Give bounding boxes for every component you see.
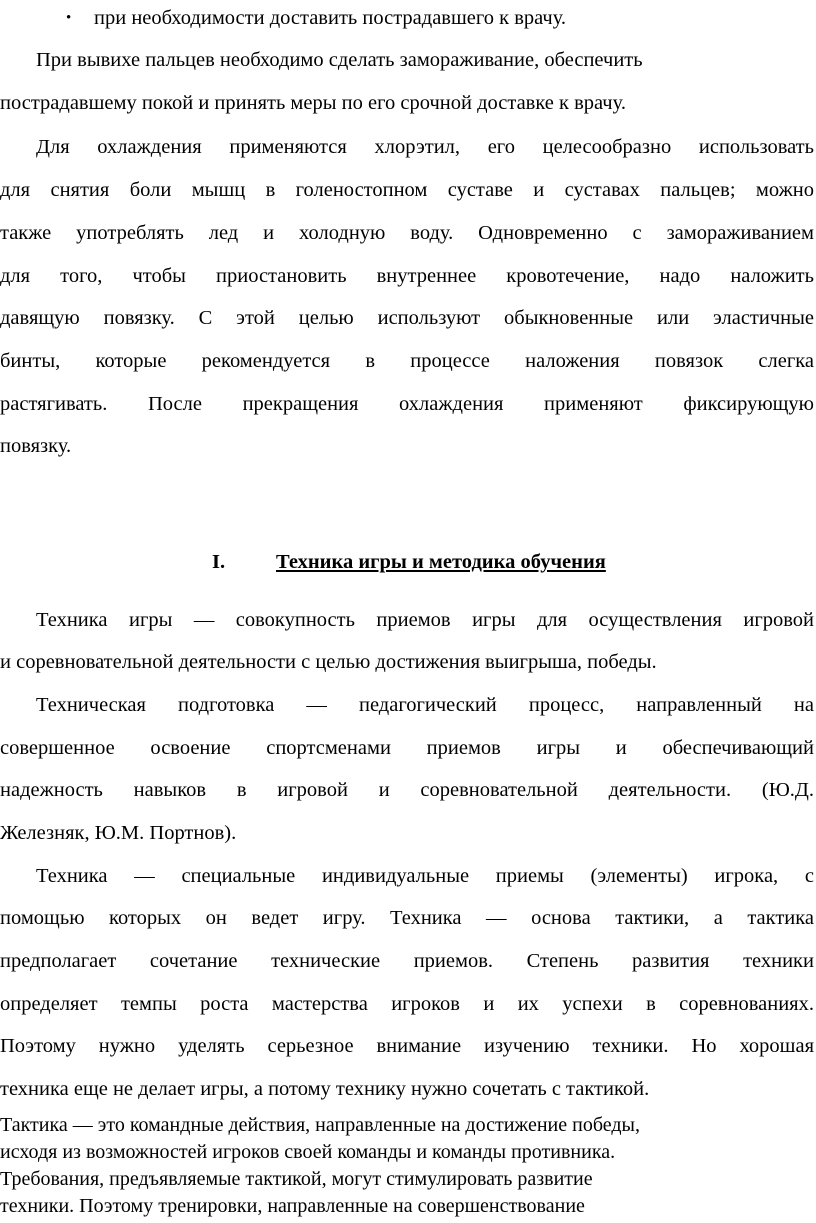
section-paragraph-2-line-2: совершенное освоение спортсменами приемов игры и обеспечивающий: [0, 737, 814, 759]
paragraph-2-line-4: для того, чтобы приостановить внутреннее кровотечение, надо наложить: [0, 265, 814, 287]
paragraph-1-line-1: При вывихе пальцев необходимо сделать замораживание, обеспечить: [36, 49, 643, 71]
section-paragraph-1-line-2: и соревновательной деятельности с целью достижения выигрыша, победы.: [0, 651, 657, 673]
section-paragraph-3-line-5: Поэтому нужно уделять серьезное внимание изучению техники. Но хорошая: [0, 1035, 814, 1057]
paragraph-2-line-5: давящую повязку. С этой целью используют обыкновенные или эластичные: [0, 307, 814, 329]
section-number: I.: [212, 551, 226, 573]
section-paragraph-3-line-6: техника еще не делает игры, а потому технику нужно сочетать с тактикой.: [0, 1078, 650, 1100]
paragraph-2-line-2: для снятия боли мышц в голеностопном суставе и суставах пальцев; можно: [0, 179, 814, 201]
section-paragraph-2-line-3: надежность навыков в игровой и соревновательной деятельности. (Ю.Д.: [0, 779, 814, 801]
bullet-marker: •: [66, 10, 72, 26]
section-paragraph-3-line-1: Техника — специальные индивидуальные приемы (элементы) игрока, с: [36, 865, 814, 887]
paragraph-2-line-6: бинты, которые рекомендуется в процессе наложения повязок слегка: [0, 350, 814, 372]
section-paragraph-4-line-4: техники. Поэтому тренировки, направленные на совершенствование: [0, 1195, 585, 1217]
paragraph-1-line-2: пострадавшему покой и принять меры по его срочной доставке к врачу.: [0, 92, 626, 114]
section-paragraph-4-line-3: Требования, предъявляемые тактикой, могут стимулировать развитие: [0, 1168, 593, 1190]
section-paragraph-3-line-4: определяет темпы роста мастерства игроков и их успехи в соревнованиях.: [0, 993, 814, 1015]
section-paragraph-4-line-2: исходя из возможностей игроков своей команды и команды противника.: [0, 1141, 616, 1163]
section-paragraph-3-line-3: предполагает сочетание технические приемов. Степень развития техники: [0, 950, 814, 972]
paragraph-2-line-1: Для охлаждения применяются хлорэтил, его целесообразно использовать: [36, 136, 814, 158]
section-title: Техника игры и методика обучения: [276, 551, 606, 573]
section-paragraph-1-line-1: Техника игры — совокупность приемов игры для осуществления игровой: [36, 609, 814, 631]
section-paragraph-2-line-1: Техническая подготовка — педагогический процесс, направленный на: [36, 694, 814, 716]
paragraph-2-line-8: повязку.: [0, 435, 72, 457]
section-paragraph-3-line-2: помощью которых он ведет игру. Техника — основа тактики, а тактика: [0, 907, 814, 929]
section-paragraph-2-line-4: Железняк, Ю.М. Портнов).: [0, 822, 237, 844]
section-paragraph-4-line-1: Тактика — это командные действия, направленные на достижение победы,: [0, 1114, 640, 1136]
paragraph-2-line-7: растягивать. После прекращения охлаждения применяют фиксирующую: [0, 393, 814, 415]
bullet-text: при необходимости доставить пострадавшего к врачу.: [94, 7, 567, 29]
paragraph-2-line-3: также употреблять лед и холодную воду. Одновременно с замораживанием: [0, 222, 814, 244]
